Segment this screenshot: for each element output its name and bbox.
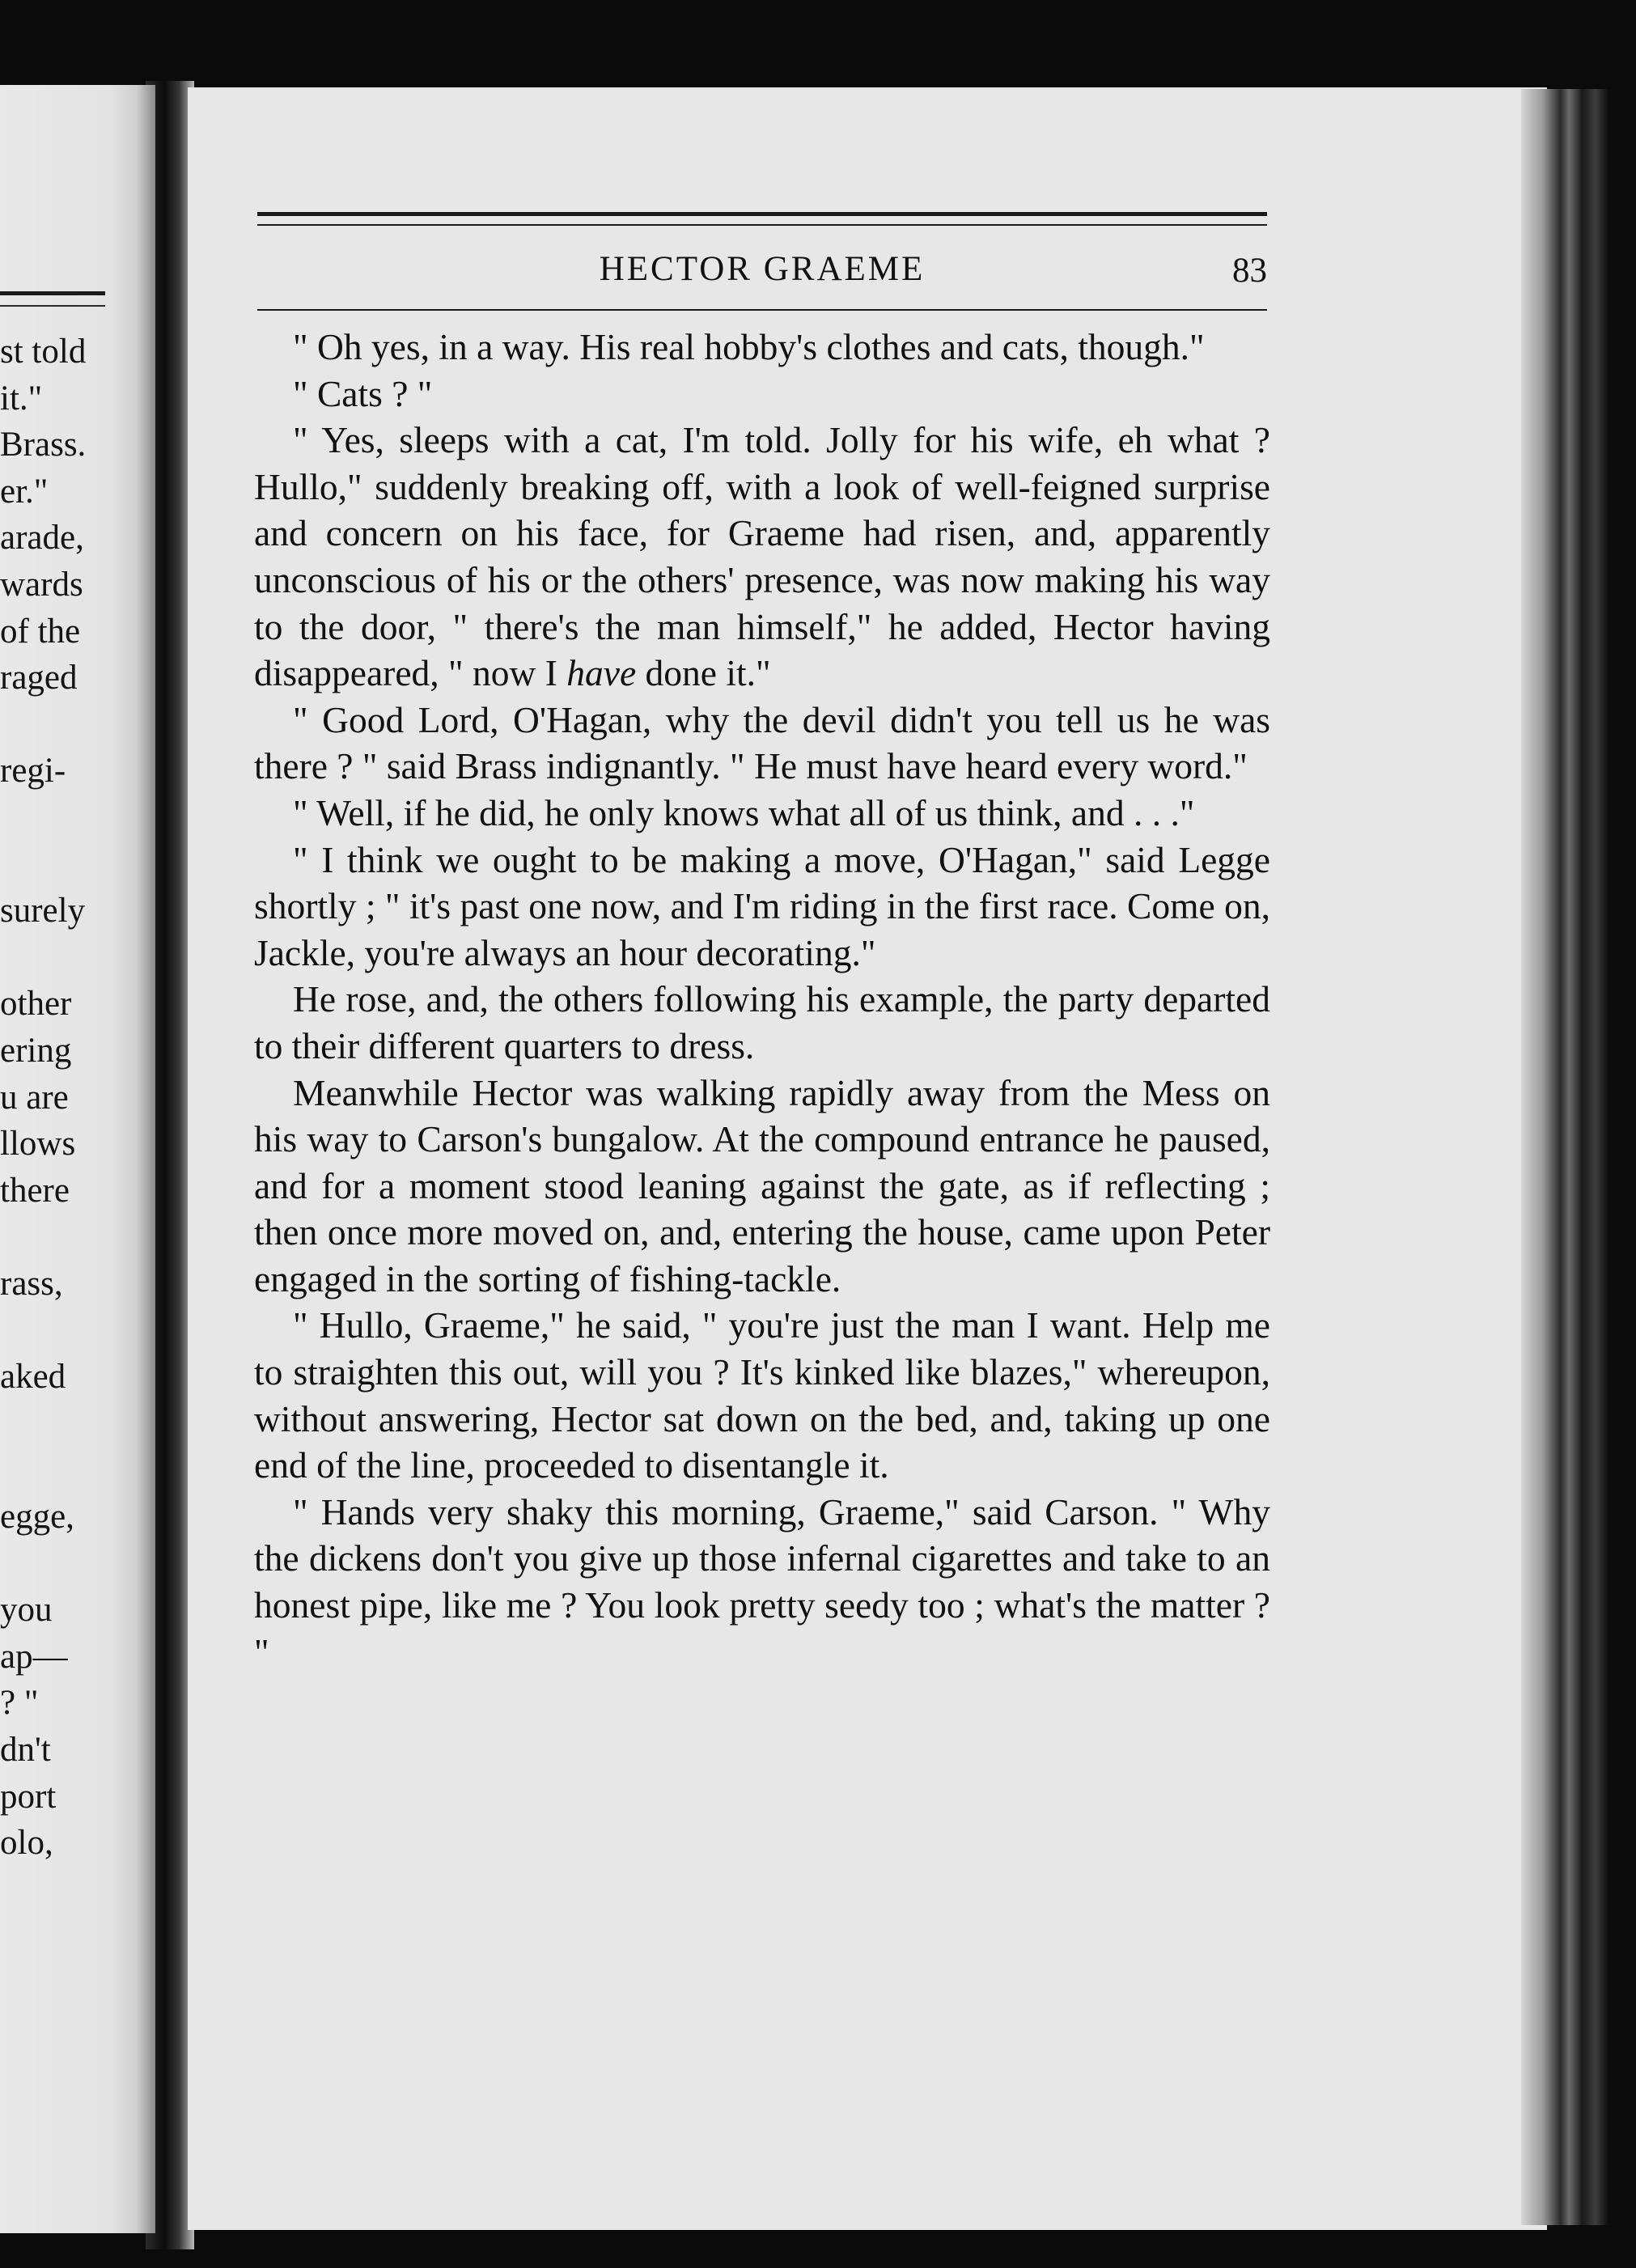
previous-page-line: wards xyxy=(0,566,83,604)
page-number: 83 xyxy=(1232,252,1267,290)
paragraph-text: " Hullo, Graeme," he said, " you're just the man I want. Help me to straighten this out, will you ? It's kinked like blazes," whereupon, without answering, Hector sat down on the bed, and, taking up one end of the line, proceeded to disentangle it. xyxy=(254,1304,1270,1486)
paragraph xyxy=(254,324,1270,371)
paragraph-text: " Yes, sleeps with a cat, I'm told. Jolly for his wife, eh what ? Hullo," suddenly breaking off, with a look of well-feigned surprise and concern on his face, for Graeme had risen, and, apparently unconscious of his or the others' presence, was now making his way to the door, " there's the man himself," he added, Hector having disappeared, " now I xyxy=(254,419,1270,694)
paragraph xyxy=(254,417,1270,697)
previous-page-line: u are xyxy=(0,1078,69,1117)
previous-page-line: aked xyxy=(0,1358,66,1397)
previous-page-line: surely xyxy=(0,892,86,931)
running-title: HECTOR GRAEME xyxy=(599,250,926,288)
previous-page-line: rass, xyxy=(0,1265,63,1303)
previous-page-line: of the xyxy=(0,612,81,651)
paragraph-text: " Good Lord, O'Hagan, why the devil didn't you tell us he was there ? " said Brass indignantly. " He must have heard every word." xyxy=(254,698,1270,787)
previous-page xyxy=(0,85,155,2233)
paragraph xyxy=(254,1302,1270,1488)
previous-page-line: Brass. xyxy=(0,426,87,464)
paragraph-text-tail: done it." xyxy=(636,652,771,694)
previous-page-line: egge, xyxy=(0,1498,74,1536)
previous-page-text xyxy=(0,85,155,2233)
page-body-text xyxy=(254,324,1270,1675)
previous-page-line: ering xyxy=(0,1032,72,1070)
previous-page-line: there xyxy=(0,1171,70,1210)
paragraph-text: " Well, if he did, he only knows what all of us think, and . . ." xyxy=(293,791,1195,833)
paragraph-text: " I think we ought to be making a move, O'Hagan," said Legge shortly ; " it's past one now, and I'm riding in the first race. Come on, Jackle, you're always an hour decorating." xyxy=(254,838,1270,973)
paragraph-text: " Oh yes, in a way. His real hobby's clothes and cats, though." xyxy=(293,326,1205,367)
previous-page-line: llows xyxy=(0,1125,76,1164)
paragraph xyxy=(254,837,1270,977)
paragraph-text: " Cats ? " xyxy=(293,372,433,414)
header-rule-top xyxy=(257,212,1267,226)
header-rule-bottom xyxy=(257,309,1267,311)
previous-page-line: port xyxy=(0,1777,57,1816)
paragraph xyxy=(254,976,1270,1069)
paragraph xyxy=(254,1489,1270,1675)
emphasis-text: have xyxy=(566,652,637,694)
paragraph xyxy=(254,1070,1270,1303)
previous-page-line: arade, xyxy=(0,519,84,557)
paragraph-text: " Hands very shaky this morning, Graeme," said Carson. " Why the dickens don't you give up those infernal cigarettes and take to an honest pipe, like me ? You look pretty seedy too ; what's the matter ? " xyxy=(254,1490,1270,1672)
previous-page-line: ? " xyxy=(0,1684,39,1723)
previous-page-line: regi- xyxy=(0,752,66,791)
paragraph xyxy=(254,697,1270,790)
previous-page-line: er." xyxy=(0,472,49,511)
paragraph-text: He rose, and, the others following his example, the party departed to their different quarters to dress. xyxy=(254,978,1270,1066)
previous-page-line: raged xyxy=(0,659,78,697)
paragraph-text: Meanwhile Hector was walking rapidly away from the Mess on his way to Carson's bungalow. At the compound entrance he paused, and for a moment stood leaning against the gate, as if reflecting ; then once more moved on, and, entering the house, came upon Peter engaged in the sorting of fishing-tackle. xyxy=(254,1071,1270,1299)
previous-page-line: ap— xyxy=(0,1637,68,1676)
running-head xyxy=(257,249,1267,298)
page-stack-edge xyxy=(1521,89,1608,2225)
previous-page-line: dn't xyxy=(0,1731,51,1769)
paragraph xyxy=(254,790,1270,837)
previous-page-line: olo, xyxy=(0,1824,53,1863)
previous-page-line: you xyxy=(0,1591,53,1630)
paragraph xyxy=(254,371,1270,418)
previous-page-line: st told xyxy=(0,333,87,371)
previous-page-line: other xyxy=(0,985,72,1024)
previous-page-line: it." xyxy=(0,379,43,418)
